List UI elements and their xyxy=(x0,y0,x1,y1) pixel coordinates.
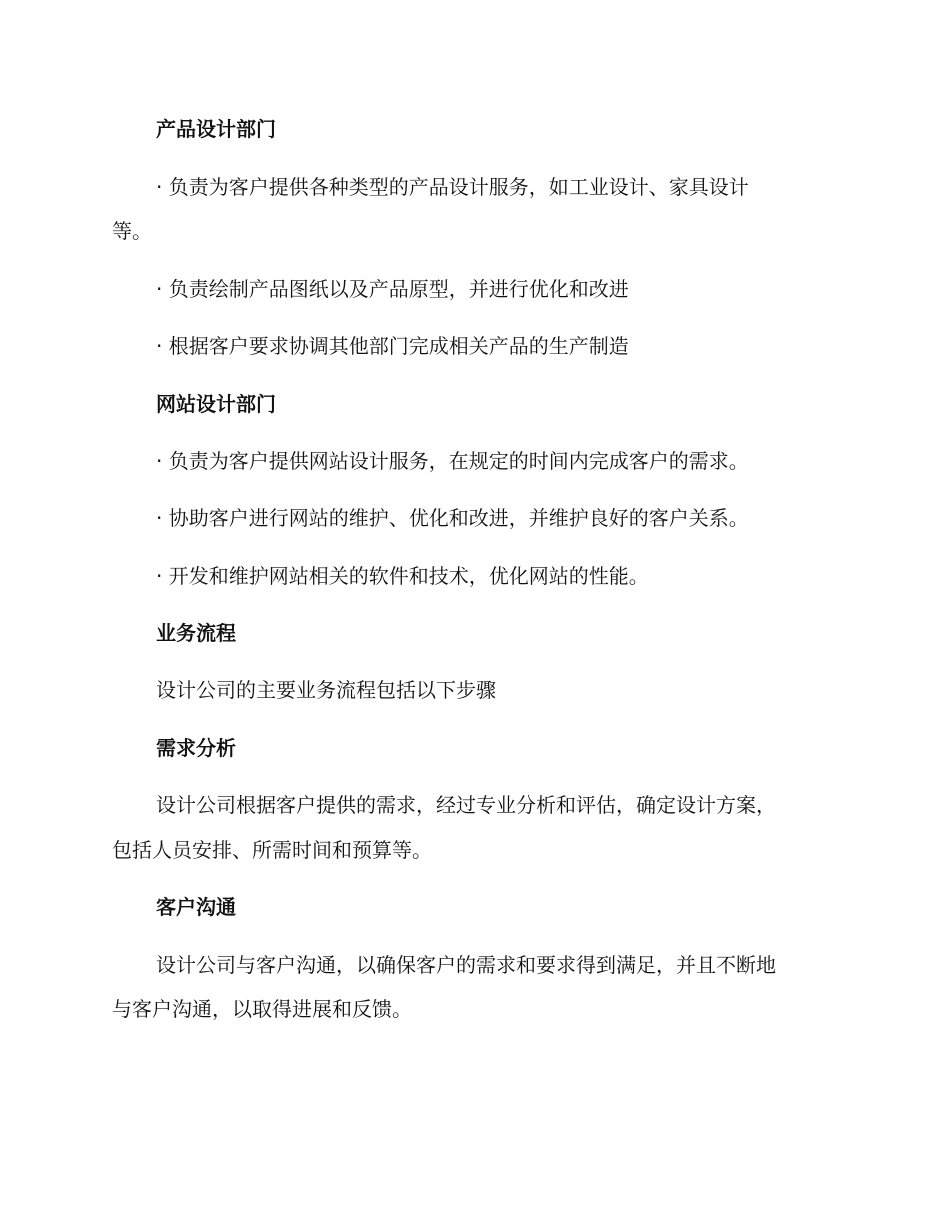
section-heading-product-design: 产品设计部门 xyxy=(156,117,276,141)
section-heading-web-design: 网站设计部门 xyxy=(156,392,276,416)
list-item: · 协助客户进行网站的维护、优化和改进，并维护良好的客户关系。 xyxy=(156,506,749,530)
list-item: · 根据客户要求协调其他部门完成相关产品的生产制造 xyxy=(156,334,629,358)
list-item: · 负责为客户提供网站设计服务，在规定的时间内完成客户的需求。 xyxy=(156,449,749,473)
paragraph-continuation: 与客户沟通，以取得进展和反馈。 xyxy=(112,997,412,1021)
paragraph: 设计公司的主要业务流程包括以下步骤 xyxy=(156,678,496,702)
paragraph: 设计公司根据客户提供的需求，经过专业分析和评估，确定设计方案， xyxy=(156,793,776,817)
paragraph-continuation: 包括人员安排、所需时间和预算等。 xyxy=(112,838,432,862)
paragraph: 设计公司与客户沟通，以确保客户的需求和要求得到满足，并且不断地 xyxy=(156,953,776,977)
list-item: · 负责绘制产品图纸以及产品原型，并进行优化和改进 xyxy=(156,277,629,301)
list-item: · 负责为客户提供各种类型的产品设计服务，如工业设计、家具设计 xyxy=(156,175,749,199)
section-heading-client-communication: 客户沟通 xyxy=(156,895,236,919)
list-item: · 开发和维护网站相关的软件和技术，优化网站的性能。 xyxy=(156,564,649,588)
section-heading-requirements-analysis: 需求分析 xyxy=(156,736,236,760)
list-item-continuation: 等。 xyxy=(112,219,152,243)
section-heading-business-process: 业务流程 xyxy=(156,621,236,645)
